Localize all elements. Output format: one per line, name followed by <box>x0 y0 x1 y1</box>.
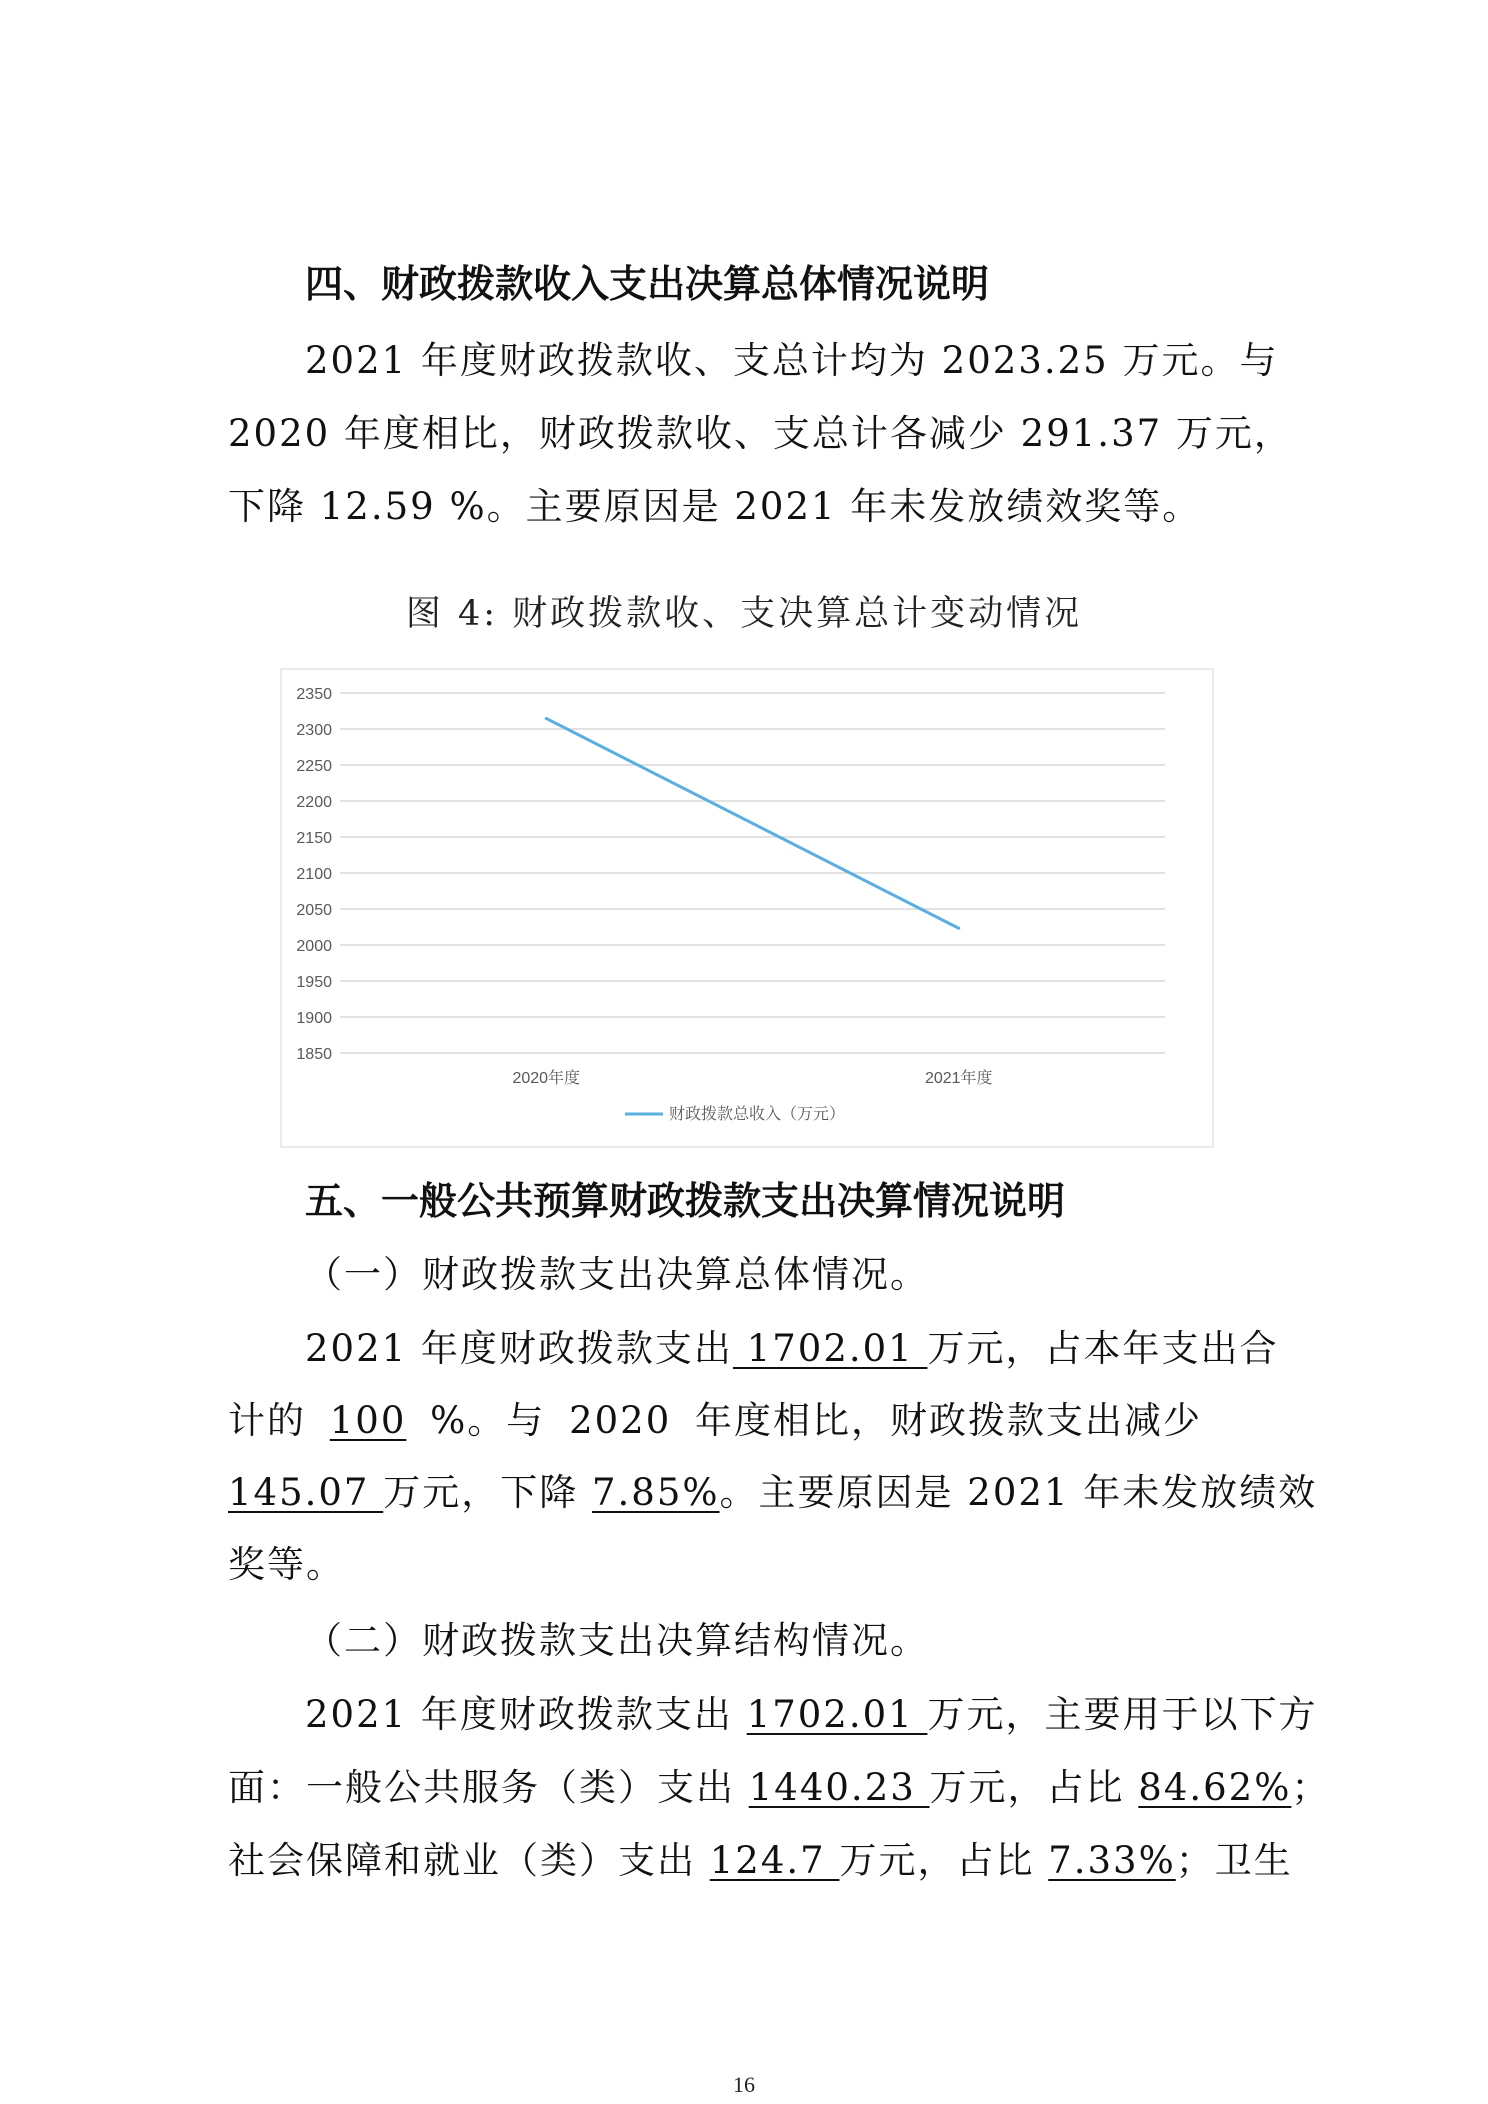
p2-text-f: 社会保障和就业（类）支出 <box>228 1839 710 1882</box>
y-tick-label: 1900 <box>296 1010 332 1027</box>
x-tick-label: 2021年度 <box>924 1070 993 1087</box>
chart-frame <box>281 669 1213 1147</box>
y-tick-label: 2150 <box>296 830 332 847</box>
x-tick-label: 2020年度 <box>512 1070 581 1087</box>
line-chart <box>280 668 1214 1148</box>
paragraph-1-line-4: 奖等。 <box>228 1543 345 1586</box>
p2-text-e: ； <box>1291 1766 1331 1809</box>
p1-decrease-amount: 145.07 <box>228 1471 384 1514</box>
p1-text-d: %。与 2020 年度相比，财政拨款支出减少 <box>406 1399 1202 1442</box>
section-4-line-1: 2021 年度财政拨款收、支总计均为 2023.25 万元。与 <box>305 339 1279 382</box>
p1-decrease-percent: 7.85% <box>592 1471 720 1514</box>
y-tick-label: 2350 <box>296 686 332 703</box>
p2-text-c: 面：一般公共服务（类）支出 <box>228 1766 749 1809</box>
section-5-sub-2: （二）财政拨款支出决算结构情况。 <box>305 1619 929 1662</box>
paragraph-1-line-2 <box>228 1390 1202 1444</box>
p2-expense-total: 1702.01 <box>746 1693 928 1736</box>
section-4-heading: 四、财政拨款收入支出决算总体情况说明 <box>305 262 990 306</box>
p1-percent-total: 100 <box>329 1399 407 1442</box>
section-5-heading: 五、一般公共预算财政拨款支出决算情况说明 <box>305 1179 1066 1223</box>
legend-label: 财政拨款总收入（万元） <box>669 1106 846 1123</box>
y-tick-label: 1950 <box>296 974 332 991</box>
section-4-line-2: 2020 年度相比，财政拨款收、支总计各减少 291.37 万元， <box>228 412 1293 455</box>
p2-general-service-amount: 1440.23 <box>748 1766 930 1809</box>
y-tick-label: 2050 <box>296 902 332 919</box>
data-point <box>957 927 960 930</box>
y-tick-label: 2000 <box>296 938 332 955</box>
p1-text-b: 万元，占本年支出合 <box>927 1327 1279 1370</box>
p1-expense-total: 1702.01 <box>732 1327 928 1370</box>
paragraph-1-line-3 <box>228 1462 1317 1516</box>
y-tick-label: 2250 <box>296 758 332 775</box>
section-4-line-3: 下降 12.59 %。主要原因是 2021 年未发放绩效奖等。 <box>228 485 1202 528</box>
paragraph-2-line-2 <box>228 1757 1330 1811</box>
p2-text-d: 万元，占比 <box>929 1766 1139 1809</box>
section-5-sub-1: （一）财政拨款支出决算总体情况。 <box>305 1253 929 1296</box>
y-tick-label: 2200 <box>296 794 332 811</box>
p2-social-security-amount: 124.7 <box>709 1839 840 1882</box>
y-tick-label: 2100 <box>296 866 332 883</box>
p2-text-h: ；卫生 <box>1175 1839 1293 1882</box>
page-number: 16 <box>733 2072 755 2097</box>
p1-text-e: 万元，下降 <box>383 1471 592 1514</box>
paragraph-2-line-1 <box>305 1684 1317 1738</box>
p2-text-g: 万元，占比 <box>839 1839 1049 1882</box>
data-point <box>545 717 548 720</box>
p2-general-service-share: 84.62% <box>1138 1766 1292 1809</box>
p2-text-a: 2021 年度财政拨款支出 <box>305 1693 747 1736</box>
p1-text-f: 。主要原因是 2021 年未发放绩效 <box>719 1471 1318 1514</box>
figure-caption: 图 4: 财政拨款收、支决算总计变动情况 <box>405 594 1083 634</box>
p1-text-c: 计的 <box>228 1399 330 1442</box>
p2-text-b: 万元，主要用于以下方 <box>927 1693 1318 1736</box>
y-tick-label: 2300 <box>296 722 332 739</box>
paragraph-2-line-3 <box>228 1830 1293 1884</box>
p2-social-security-share: 7.33% <box>1048 1839 1176 1882</box>
y-tick-label: 1850 <box>296 1046 332 1063</box>
p1-text-a: 2021 年度财政拨款支出 <box>305 1327 733 1370</box>
paragraph-1-line-1 <box>305 1318 1278 1372</box>
